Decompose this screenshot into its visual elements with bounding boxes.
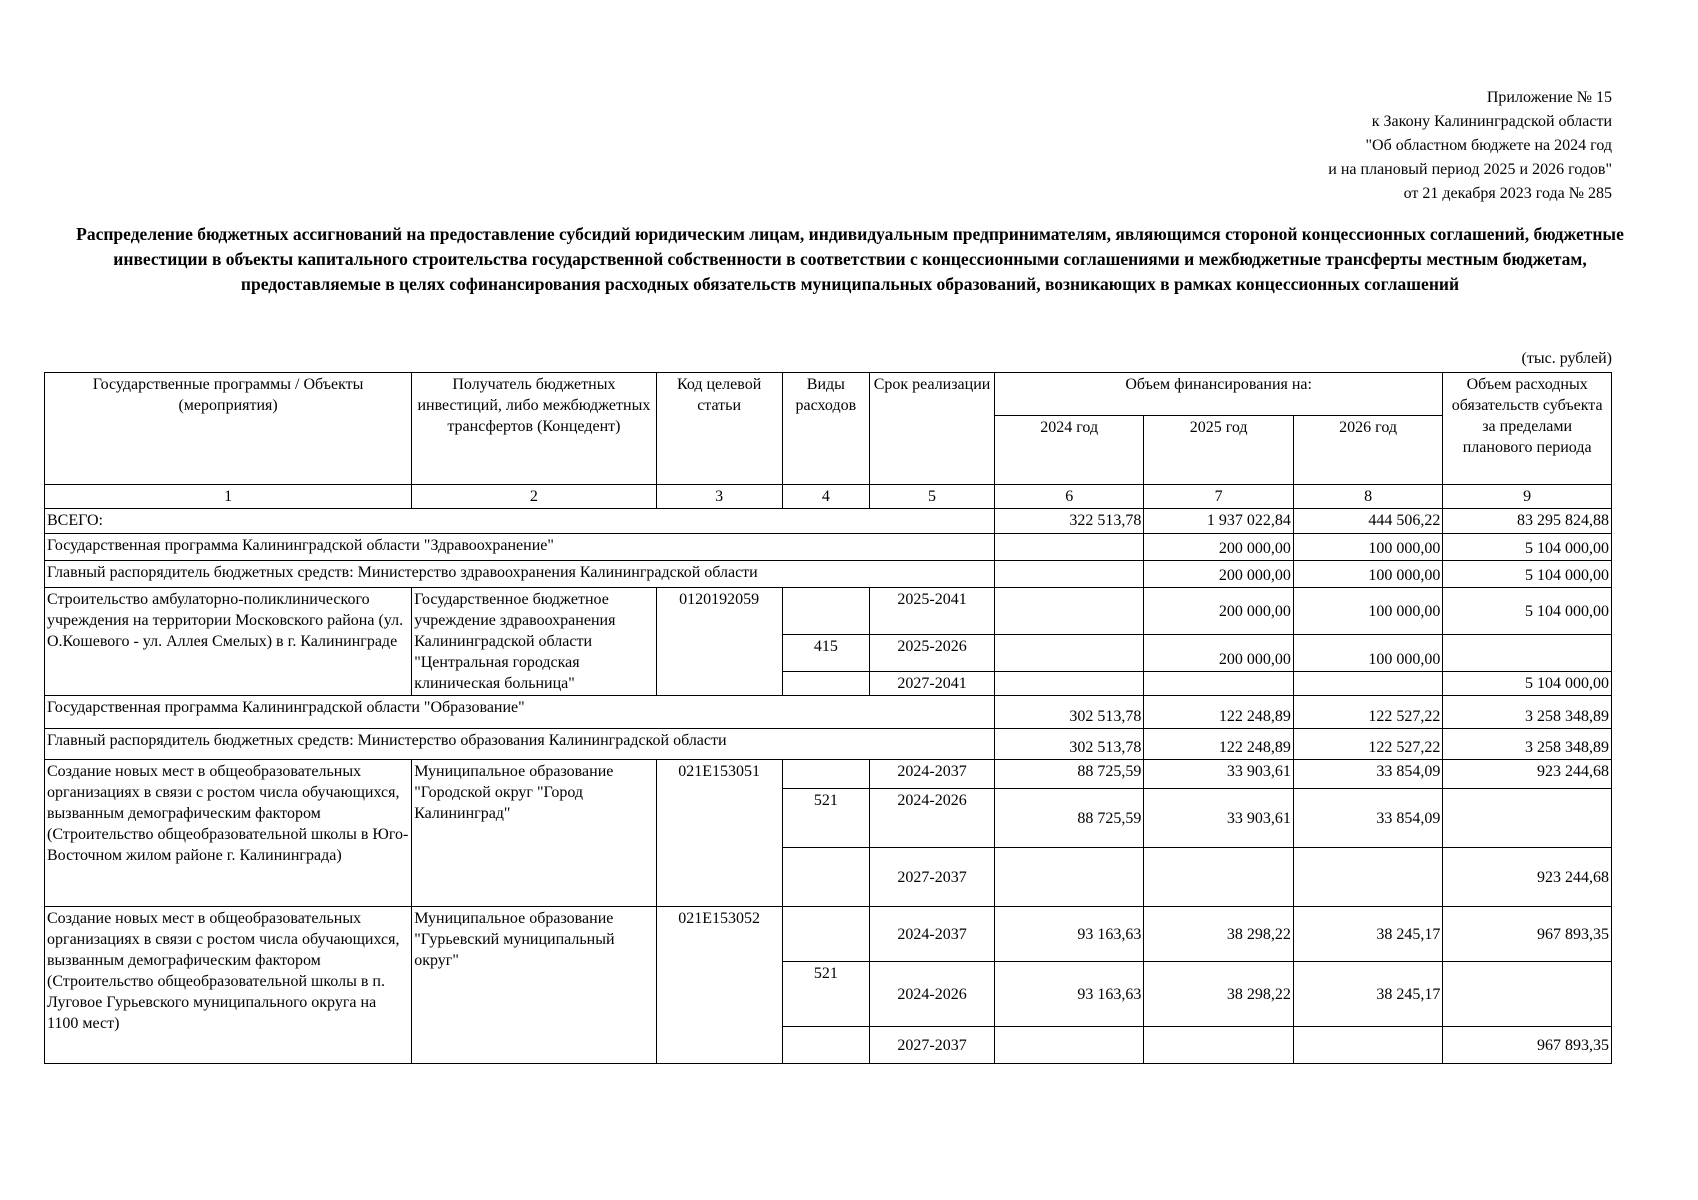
object-beyond: 923 244,68 xyxy=(1443,760,1612,789)
object-2024 xyxy=(994,848,1143,907)
object-name: Создание новых мест в общеобразовательных организациях в связи с ростом числа обучающихся, вызванным демографическим фактором (Строительство общеобразовательной школы в п. Луговое Гурьевского муниципального округа на 1100 мест) xyxy=(45,907,412,1064)
manager-2025: 122 248,89 xyxy=(1144,729,1293,760)
col-number: 2 xyxy=(412,485,656,509)
object-2024: 88 725,59 xyxy=(994,789,1143,848)
object-kind xyxy=(782,760,870,789)
manager-label: Главный распорядитель бюджетных средств: Министерство здравоохранения Калининградской области xyxy=(45,561,995,588)
program-2024 xyxy=(994,534,1143,561)
col-number: 6 xyxy=(994,485,1143,509)
object-kind xyxy=(782,1027,870,1064)
object-2024 xyxy=(994,635,1143,672)
manager-beyond: 5 104 000,00 xyxy=(1443,561,1612,588)
object-2024: 93 163,63 xyxy=(994,962,1143,1027)
col-number: 3 xyxy=(656,485,782,509)
object-2024 xyxy=(994,1027,1143,1064)
object-2025: 200 000,00 xyxy=(1144,635,1293,672)
manager-2026: 122 527,22 xyxy=(1293,729,1442,760)
col-header-2026: 2026 год xyxy=(1293,416,1442,485)
object-2025: 38 298,22 xyxy=(1144,962,1293,1027)
total-beyond: 83 295 824,88 xyxy=(1443,509,1612,534)
object-2024: 88 725,59 xyxy=(994,760,1143,789)
object-2025: 33 903,61 xyxy=(1144,760,1293,789)
col-header-beyond: Объем расходных обязательств субъекта за пределами планового периода xyxy=(1443,373,1612,485)
program-label: Государственная программа Калининградской области "Образование" xyxy=(45,696,995,729)
total-2026: 444 506,22 xyxy=(1293,509,1442,534)
object-recipient: Муниципальное образование "Гурьевский муниципальный округ" xyxy=(412,907,656,1064)
manager-2024: 302 513,78 xyxy=(994,729,1143,760)
program-2025: 200 000,00 xyxy=(1144,534,1293,561)
units-label: (тыс. рублей) xyxy=(1521,350,1612,367)
object-beyond: 5 104 000,00 xyxy=(1443,588,1612,635)
object-2026 xyxy=(1293,848,1442,907)
object-2024 xyxy=(994,672,1143,696)
manager-row-education xyxy=(45,729,1612,760)
object-recipient: Муниципальное образование "Городской округ "Город Калининград" xyxy=(412,760,656,907)
object-term: 2024-2026 xyxy=(870,962,995,1027)
object-beyond xyxy=(1443,635,1612,672)
total-2025: 1 937 022,84 xyxy=(1144,509,1293,534)
appendix-header xyxy=(1328,86,1612,206)
program-2026: 122 527,22 xyxy=(1293,696,1442,729)
object-code: 021E153052 xyxy=(656,907,782,1064)
object-2026: 33 854,09 xyxy=(1293,789,1442,848)
object-term: 2027-2037 xyxy=(870,1027,995,1064)
object-term: 2027-2037 xyxy=(870,848,995,907)
total-row xyxy=(45,509,1612,534)
object-beyond xyxy=(1443,962,1612,1027)
object-term: 2024-2026 xyxy=(870,789,995,848)
object-kind xyxy=(782,588,870,635)
law-date: от 21 декабря 2023 года № 285 xyxy=(1403,185,1612,202)
object-beyond: 967 893,35 xyxy=(1443,907,1612,962)
object-name: Создание новых мест в общеобразовательных организациях в связи с ростом числа обучающихся, вызванным демографическим фактором (Строительство общеобразовательной школы в Юго-Восточном жилом районе г. Калининграда) xyxy=(45,760,412,907)
col-number: 1 xyxy=(45,485,412,509)
col-number: 7 xyxy=(1144,485,1293,509)
object-name: Строительство амбулаторно-поликлинического учреждения на территории Московского района (ул. О.Кошевого - ул. Аллея Смелых) в г. Калининграде xyxy=(45,588,412,696)
object-2026: 100 000,00 xyxy=(1293,588,1442,635)
object-2026 xyxy=(1293,672,1442,696)
object-beyond: 923 244,68 xyxy=(1443,848,1612,907)
col-header-financing-group: Объем финансирования на: xyxy=(994,373,1442,416)
law-title-line2: и на плановый период 2025 и 2026 годов" xyxy=(1328,161,1612,178)
object-2025: 33 903,61 xyxy=(1144,789,1293,848)
object-row xyxy=(45,760,1612,789)
object-beyond: 967 893,35 xyxy=(1443,1027,1612,1064)
col-number: 5 xyxy=(870,485,995,509)
manager-label: Главный распорядитель бюджетных средств: Министерство образования Калининградской области xyxy=(45,729,995,760)
object-term: 2025-2026 xyxy=(870,635,995,672)
object-2026: 38 245,17 xyxy=(1293,962,1442,1027)
object-row xyxy=(45,588,1612,635)
object-2025: 200 000,00 xyxy=(1144,588,1293,635)
object-kind: 521 xyxy=(782,789,870,848)
col-header-2025: 2025 год xyxy=(1144,416,1293,485)
object-row xyxy=(45,907,1612,962)
object-2025 xyxy=(1144,1027,1293,1064)
program-2025: 122 248,89 xyxy=(1144,696,1293,729)
object-2024 xyxy=(994,588,1143,635)
object-2025 xyxy=(1144,848,1293,907)
col-header-programs: Государственные программы / Объекты (мероприятия) xyxy=(45,373,412,485)
program-label: Государственная программа Калининградской области "Здравоохранение" xyxy=(45,534,995,561)
object-term: 2027-2041 xyxy=(870,672,995,696)
program-2026: 100 000,00 xyxy=(1293,534,1442,561)
col-header-kind: Виды расходов xyxy=(782,373,870,485)
object-2026: 100 000,00 xyxy=(1293,635,1442,672)
document-title: Распределение бюджетных ассигнований на предоставление субсидий юридическим лицам, индивидуальным предпринимателям, являющимся стороной концессионных соглашений, бюджетные инвестиции в объекты капитального строительства государственной собственности в соответствии с концессионными соглашениями и межбюджетные трансферты местным бюджетам, предоставляемые в целях софинансирования расходных обязательств муниципальных образований, возникающих в рамках концессионных соглашений xyxy=(76,224,1624,294)
object-kind xyxy=(782,672,870,696)
manager-beyond: 3 258 348,89 xyxy=(1443,729,1612,760)
total-label: ВСЕГО: xyxy=(45,509,995,534)
col-header-code: Код целевой статьи xyxy=(656,373,782,485)
object-code: 0120192059 xyxy=(656,588,782,696)
manager-2025: 200 000,00 xyxy=(1144,561,1293,588)
column-number-row xyxy=(45,485,1612,509)
object-term: 2025-2041 xyxy=(870,588,995,635)
object-recipient: Государственное бюджетное учреждение здравоохранения Калининградской области "Центральная городская клиническая больница" xyxy=(412,588,656,696)
program-beyond: 5 104 000,00 xyxy=(1443,534,1612,561)
appendix-number: Приложение № 15 xyxy=(1486,89,1612,106)
col-header-2024: 2024 год xyxy=(994,416,1143,485)
object-kind: 521 xyxy=(782,962,870,1027)
program-beyond: 3 258 348,89 xyxy=(1443,696,1612,729)
budget-table xyxy=(44,372,1612,1064)
object-kind: 415 xyxy=(782,635,870,672)
object-2026 xyxy=(1293,1027,1442,1064)
col-number: 4 xyxy=(782,485,870,509)
manager-row-health xyxy=(45,561,1612,588)
table-header-row xyxy=(45,373,1612,416)
object-kind xyxy=(782,848,870,907)
object-2025 xyxy=(1144,672,1293,696)
law-title-line1: "Об областном бюджете на 2024 год xyxy=(1365,137,1612,154)
col-header-term: Срок реализации xyxy=(870,373,995,485)
object-beyond xyxy=(1443,789,1612,848)
program-row-health xyxy=(45,534,1612,561)
object-2024: 93 163,63 xyxy=(994,907,1143,962)
col-header-recipient: Получатель бюджетных инвестиций, либо межбюджетных трансфертов (Концедент) xyxy=(412,373,656,485)
object-beyond: 5 104 000,00 xyxy=(1443,672,1612,696)
col-number: 9 xyxy=(1443,485,1612,509)
object-2026: 33 854,09 xyxy=(1293,760,1442,789)
manager-2024 xyxy=(994,561,1143,588)
program-2024: 302 513,78 xyxy=(994,696,1143,729)
object-kind xyxy=(782,907,870,962)
total-2024: 322 513,78 xyxy=(994,509,1143,534)
object-2025: 38 298,22 xyxy=(1144,907,1293,962)
object-2026: 38 245,17 xyxy=(1293,907,1442,962)
program-row-education xyxy=(45,696,1612,729)
object-term: 2024-2037 xyxy=(870,760,995,789)
object-code: 021E153051 xyxy=(656,760,782,907)
law-reference: к Закону Калининградской области xyxy=(1371,113,1612,130)
manager-2026: 100 000,00 xyxy=(1293,561,1442,588)
col-number: 8 xyxy=(1293,485,1442,509)
object-term: 2024-2037 xyxy=(870,907,995,962)
